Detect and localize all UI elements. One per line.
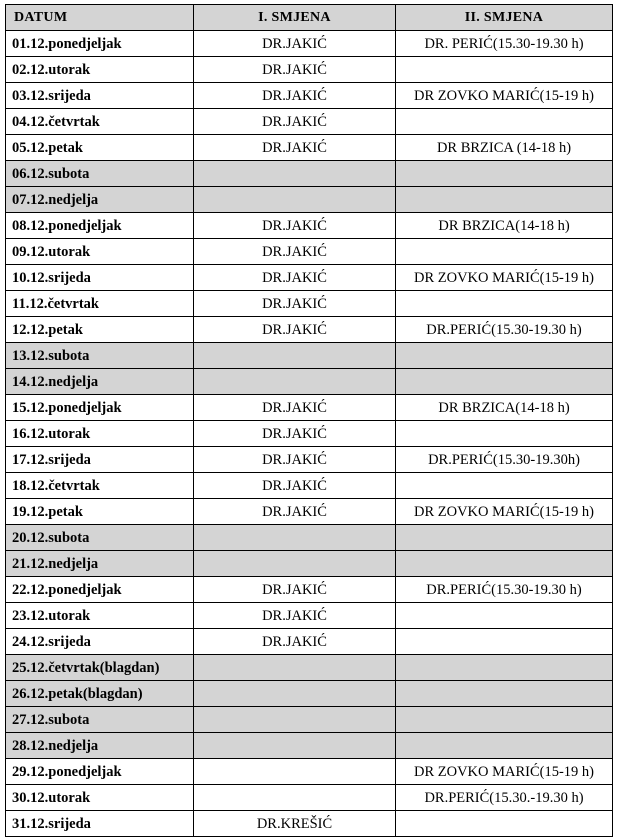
cell-date: 11.12.četvrtak bbox=[6, 291, 194, 317]
table-row bbox=[6, 525, 613, 551]
cell-shift1 bbox=[194, 551, 396, 577]
cell-shift1 bbox=[194, 681, 396, 707]
cell-shift2 bbox=[396, 369, 613, 395]
cell-date: 27.12.subota bbox=[6, 707, 194, 733]
table-row bbox=[6, 707, 613, 733]
table-row bbox=[6, 733, 613, 759]
cell-shift2 bbox=[396, 733, 613, 759]
table-row bbox=[6, 655, 613, 681]
cell-shift2 bbox=[396, 525, 613, 551]
cell-date: 06.12.subota bbox=[6, 161, 194, 187]
cell-shift2 bbox=[396, 161, 613, 187]
cell-shift1 bbox=[194, 655, 396, 681]
cell-date: 21.12.nedjelja bbox=[6, 551, 194, 577]
table-row bbox=[6, 213, 613, 239]
cell-date: 13.12.subota bbox=[6, 343, 194, 369]
cell-shift2: DR. PERIĆ(15.30-19.30 h) bbox=[396, 31, 613, 57]
cell-date: 01.12.ponedjeljak bbox=[6, 31, 194, 57]
cell-date: 31.12.srijeda bbox=[6, 811, 194, 837]
cell-date: 19.12.petak bbox=[6, 499, 194, 525]
table-row bbox=[6, 369, 613, 395]
table-row bbox=[6, 551, 613, 577]
cell-date: 16.12.utorak bbox=[6, 421, 194, 447]
table-row bbox=[6, 785, 613, 811]
cell-date: 18.12.četvrtak bbox=[6, 473, 194, 499]
cell-shift1: DR.JAKIĆ bbox=[194, 317, 396, 343]
table-row bbox=[6, 473, 613, 499]
cell-shift1 bbox=[194, 707, 396, 733]
table-row bbox=[6, 187, 613, 213]
table-header bbox=[6, 5, 613, 31]
table-row bbox=[6, 421, 613, 447]
cell-shift1: DR.JAKIĆ bbox=[194, 473, 396, 499]
cell-shift2: DR.PERIĆ(15.30.-19.30 h) bbox=[396, 785, 613, 811]
cell-shift2 bbox=[396, 239, 613, 265]
cell-shift2: DR.PERIĆ(15.30-19.30 h) bbox=[396, 317, 613, 343]
cell-date: 29.12.ponedjeljak bbox=[6, 759, 194, 785]
table-row bbox=[6, 681, 613, 707]
table-row bbox=[6, 603, 613, 629]
cell-shift1 bbox=[194, 343, 396, 369]
table-row bbox=[6, 291, 613, 317]
table-row bbox=[6, 57, 613, 83]
cell-shift1 bbox=[194, 785, 396, 811]
cell-shift1: DR.JAKIĆ bbox=[194, 447, 396, 473]
table-row bbox=[6, 239, 613, 265]
cell-shift2 bbox=[396, 187, 613, 213]
cell-shift1 bbox=[194, 187, 396, 213]
table-row bbox=[6, 447, 613, 473]
cell-shift2 bbox=[396, 343, 613, 369]
cell-date: 28.12.nedjelja bbox=[6, 733, 194, 759]
cell-shift1: DR.JAKIĆ bbox=[194, 57, 396, 83]
table-row bbox=[6, 317, 613, 343]
cell-shift1: DR.JAKIĆ bbox=[194, 31, 396, 57]
cell-shift1: DR.JAKIĆ bbox=[194, 83, 396, 109]
cell-shift2 bbox=[396, 473, 613, 499]
cell-date: 09.12.utorak bbox=[6, 239, 194, 265]
cell-date: 30.12.utorak bbox=[6, 785, 194, 811]
table-row bbox=[6, 499, 613, 525]
cell-shift2 bbox=[396, 421, 613, 447]
cell-shift1: DR.KREŠIĆ bbox=[194, 811, 396, 837]
cell-shift1: DR.JAKIĆ bbox=[194, 135, 396, 161]
cell-date: 25.12.četvrtak(blagdan) bbox=[6, 655, 194, 681]
cell-date: 26.12.petak(blagdan) bbox=[6, 681, 194, 707]
cell-date: 17.12.srijeda bbox=[6, 447, 194, 473]
cell-shift2: DR ZOVKO MARIĆ(15-19 h) bbox=[396, 499, 613, 525]
cell-date: 22.12.ponedjeljak bbox=[6, 577, 194, 603]
table-row bbox=[6, 395, 613, 421]
table-row bbox=[6, 629, 613, 655]
cell-shift2 bbox=[396, 291, 613, 317]
header-row bbox=[6, 5, 613, 31]
cell-shift1: DR.JAKIĆ bbox=[194, 499, 396, 525]
cell-date: 24.12.srijeda bbox=[6, 629, 194, 655]
table-row bbox=[6, 135, 613, 161]
cell-shift1: DR.JAKIĆ bbox=[194, 265, 396, 291]
cell-shift2 bbox=[396, 603, 613, 629]
cell-shift1: DR.JAKIĆ bbox=[194, 239, 396, 265]
cell-shift2: DR ZOVKO MARIĆ(15-19 h) bbox=[396, 83, 613, 109]
cell-shift1: DR.JAKIĆ bbox=[194, 577, 396, 603]
cell-shift1: DR.JAKIĆ bbox=[194, 213, 396, 239]
cell-shift2: DR BRZICA(14-18 h) bbox=[396, 213, 613, 239]
table-row bbox=[6, 811, 613, 837]
table-row bbox=[6, 577, 613, 603]
cell-shift1: DR.JAKIĆ bbox=[194, 291, 396, 317]
table-row bbox=[6, 343, 613, 369]
cell-shift2 bbox=[396, 551, 613, 577]
table-row bbox=[6, 31, 613, 57]
cell-shift1: DR.JAKIĆ bbox=[194, 421, 396, 447]
cell-date: 08.12.ponedjeljak bbox=[6, 213, 194, 239]
shift-schedule-table bbox=[5, 4, 613, 837]
cell-shift2: DR.PERIĆ(15.30-19.30 h) bbox=[396, 577, 613, 603]
cell-shift1: DR.JAKIĆ bbox=[194, 603, 396, 629]
cell-shift2: DR ZOVKO MARIĆ(15-19 h) bbox=[396, 265, 613, 291]
column-header-shift1: I. SMJENA bbox=[194, 5, 396, 31]
cell-shift2 bbox=[396, 109, 613, 135]
cell-shift2 bbox=[396, 655, 613, 681]
table-row bbox=[6, 265, 613, 291]
table-row bbox=[6, 83, 613, 109]
cell-shift2 bbox=[396, 811, 613, 837]
cell-shift2 bbox=[396, 681, 613, 707]
cell-shift2 bbox=[396, 629, 613, 655]
cell-date: 05.12.petak bbox=[6, 135, 194, 161]
cell-shift2: DR BRZICA(14-18 h) bbox=[396, 395, 613, 421]
cell-date: 15.12.ponedjeljak bbox=[6, 395, 194, 421]
cell-date: 23.12.utorak bbox=[6, 603, 194, 629]
cell-shift2: DR ZOVKO MARIĆ(15-19 h) bbox=[396, 759, 613, 785]
table-body bbox=[6, 31, 613, 837]
cell-shift2 bbox=[396, 707, 613, 733]
cell-date: 04.12.četvrtak bbox=[6, 109, 194, 135]
cell-date: 20.12.subota bbox=[6, 525, 194, 551]
column-header-date: DATUM bbox=[6, 5, 194, 31]
cell-shift1 bbox=[194, 759, 396, 785]
cell-shift2: DR.PERIĆ(15.30-19.30h) bbox=[396, 447, 613, 473]
cell-shift2 bbox=[396, 57, 613, 83]
cell-date: 10.12.srijeda bbox=[6, 265, 194, 291]
table-row bbox=[6, 161, 613, 187]
cell-shift1: DR.JAKIĆ bbox=[194, 395, 396, 421]
cell-shift1: DR.JAKIĆ bbox=[194, 629, 396, 655]
column-header-shift2: II. SMJENA bbox=[396, 5, 613, 31]
cell-date: 14.12.nedjelja bbox=[6, 369, 194, 395]
cell-date: 03.12.srijeda bbox=[6, 83, 194, 109]
table-row bbox=[6, 759, 613, 785]
cell-date: 12.12.petak bbox=[6, 317, 194, 343]
cell-shift1 bbox=[194, 525, 396, 551]
cell-shift1 bbox=[194, 733, 396, 759]
cell-shift1 bbox=[194, 369, 396, 395]
table-row bbox=[6, 109, 613, 135]
cell-shift1: DR.JAKIĆ bbox=[194, 109, 396, 135]
cell-shift2: DR BRZICA (14-18 h) bbox=[396, 135, 613, 161]
cell-date: 02.12.utorak bbox=[6, 57, 194, 83]
cell-shift1 bbox=[194, 161, 396, 187]
cell-date: 07.12.nedjelja bbox=[6, 187, 194, 213]
